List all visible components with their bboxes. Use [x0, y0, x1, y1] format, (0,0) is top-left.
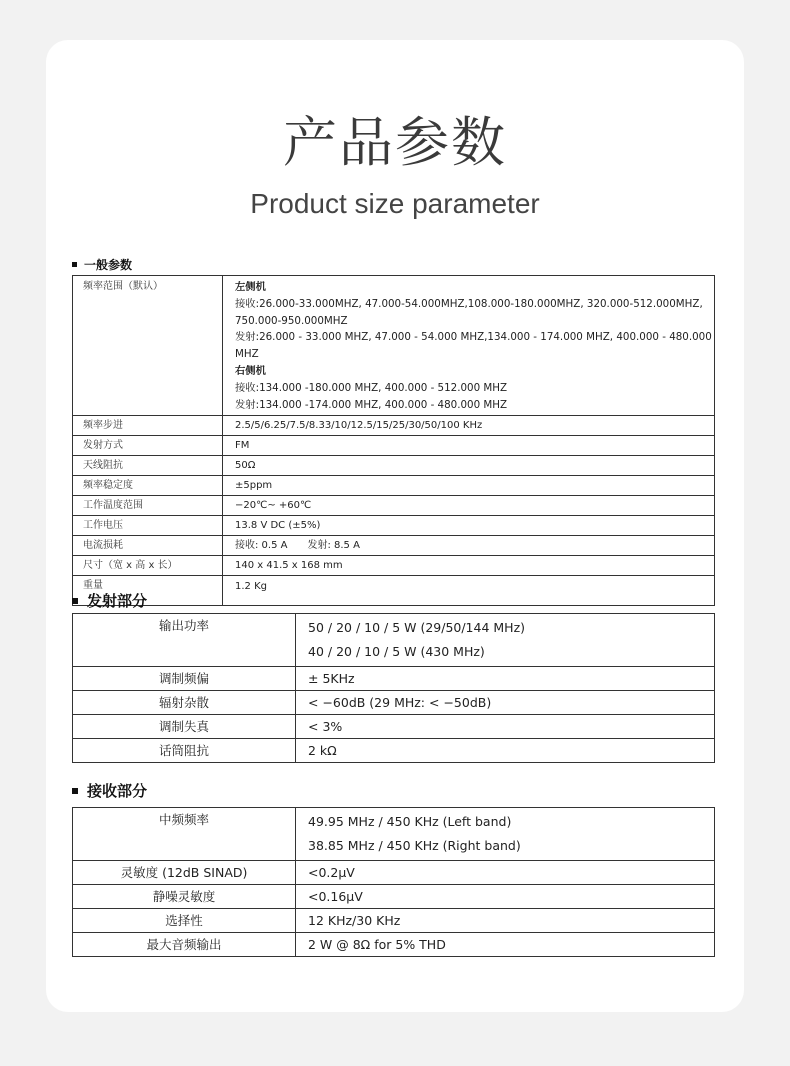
freq-line: 发射:26.000 - 33.000 MHZ, 47.000 - 54.000 MHZ,134.000 - 174.000 MHZ, 400.000 - 480.000 MHZ [235, 331, 712, 361]
transmit-params-table [72, 613, 715, 763]
param-value: ± 5KHz [296, 667, 715, 691]
table-row [73, 496, 715, 516]
table-row [73, 715, 715, 739]
param-label: 输出功率 [73, 614, 296, 667]
param-label: 最大音频输出 [73, 933, 296, 957]
table-row [73, 691, 715, 715]
param-value: 13.8 V DC (±5%) [223, 516, 715, 536]
if-frequency-value [296, 808, 715, 861]
param-value: 140 x 41.5 x 168 mm [223, 556, 715, 576]
param-value: 50Ω [223, 456, 715, 476]
table-row [73, 536, 715, 556]
freq-line: 左侧机 [235, 281, 266, 293]
section-transmit-title: 发射部分 [87, 592, 148, 610]
param-value: 2 kΩ [296, 739, 715, 763]
page-title: 产品参数 [283, 111, 507, 174]
param-label: 尺寸（宽 x 高 x 长） [73, 556, 223, 576]
output-power-value [296, 614, 715, 667]
param-value: 2 W @ 8Ω for 5% THD [296, 933, 715, 957]
table-row [73, 614, 715, 667]
page-subtitle: Product size parameter [250, 188, 540, 219]
param-label: 频率步进 [73, 416, 223, 436]
power-line: 40 / 20 / 10 / 5 W (430 MHz) [308, 644, 485, 659]
param-label: 工作电压 [73, 516, 223, 536]
param-label: 中频频率 [73, 808, 296, 861]
param-label: 频率稳定度 [73, 476, 223, 496]
table-row [73, 861, 715, 885]
param-label: 电流损耗 [73, 536, 223, 556]
table-row [73, 516, 715, 536]
param-value: < −60dB (29 MHz: < −50dB) [296, 691, 715, 715]
receive-params-table [72, 807, 715, 957]
bullet-square-icon [72, 598, 78, 604]
param-label: 调制频偏 [73, 667, 296, 691]
param-value: < 3% [296, 715, 715, 739]
param-label: 灵敏度 (12dB SINAD) [73, 861, 296, 885]
if-line: 38.85 MHz / 450 KHz (Right band) [308, 838, 521, 853]
param-label: 重量 [73, 576, 223, 606]
param-value: ±5ppm [223, 476, 715, 496]
param-label: 静噪灵敏度 [73, 885, 296, 909]
section-receive-title: 接收部分 [87, 782, 148, 800]
table-row [73, 909, 715, 933]
freq-line: 750.000-950.000MHZ [235, 314, 348, 327]
param-value: 12 KHz/30 KHz [296, 909, 715, 933]
param-value: 2.5/5/6.25/7.5/8.33/10/12.5/15/25/30/50/100 KHz [223, 416, 715, 436]
bullet-square-icon [72, 788, 78, 794]
table-row [73, 667, 715, 691]
if-line: 49.95 MHz / 450 KHz (Left band) [308, 814, 512, 829]
param-value: 接收: 0.5 A 发射: 8.5 A [223, 536, 715, 556]
table-row [73, 808, 715, 861]
table-row [73, 739, 715, 763]
freq-range-value [223, 276, 715, 416]
freq-line: 接收:26.000-33.000MHZ, 47.000-54.000MHZ,108.000-180.000MHZ, 320.000-512.000MHZ, [235, 297, 703, 310]
table-row [73, 276, 715, 416]
general-params-table [72, 275, 715, 606]
section-general-heading [72, 256, 132, 273]
section-general-title: 一般参数 [84, 258, 133, 272]
param-label: 天线阻抗 [73, 456, 223, 476]
bullet-square-icon [72, 262, 77, 267]
freq-line: 发射:134.000 -174.000 MHZ, 400.000 - 480.000 MHZ [235, 398, 508, 411]
table-row [73, 476, 715, 496]
param-label: 发射方式 [73, 436, 223, 456]
param-value: <0.2μV [296, 861, 715, 885]
param-label: 辐射杂散 [73, 691, 296, 715]
param-label: 频率范围（默认） [73, 276, 223, 416]
param-label: 选择性 [73, 909, 296, 933]
table-row [73, 933, 715, 957]
param-value: FM [223, 436, 715, 456]
table-row [73, 556, 715, 576]
table-row [73, 576, 715, 606]
param-label: 工作温度范围 [73, 496, 223, 516]
section-transmit-heading [72, 590, 147, 611]
freq-line: 接收:134.000 -180.000 MHZ, 400.000 - 512.000 MHZ [235, 381, 508, 394]
table-row [73, 436, 715, 456]
param-label: 话筒阻抗 [73, 739, 296, 763]
param-value: 1.2 Kg [223, 576, 715, 606]
param-value: −20℃~ +60℃ [223, 496, 715, 516]
table-row [73, 456, 715, 476]
table-row [73, 885, 715, 909]
table-row [73, 416, 715, 436]
freq-line: 右侧机 [235, 364, 266, 377]
power-line: 50 / 20 / 10 / 5 W (29/50/144 MHz) [308, 620, 526, 635]
param-label: 调制失真 [73, 715, 296, 739]
section-receive-heading [72, 780, 147, 801]
param-value: <0.16μV [296, 885, 715, 909]
